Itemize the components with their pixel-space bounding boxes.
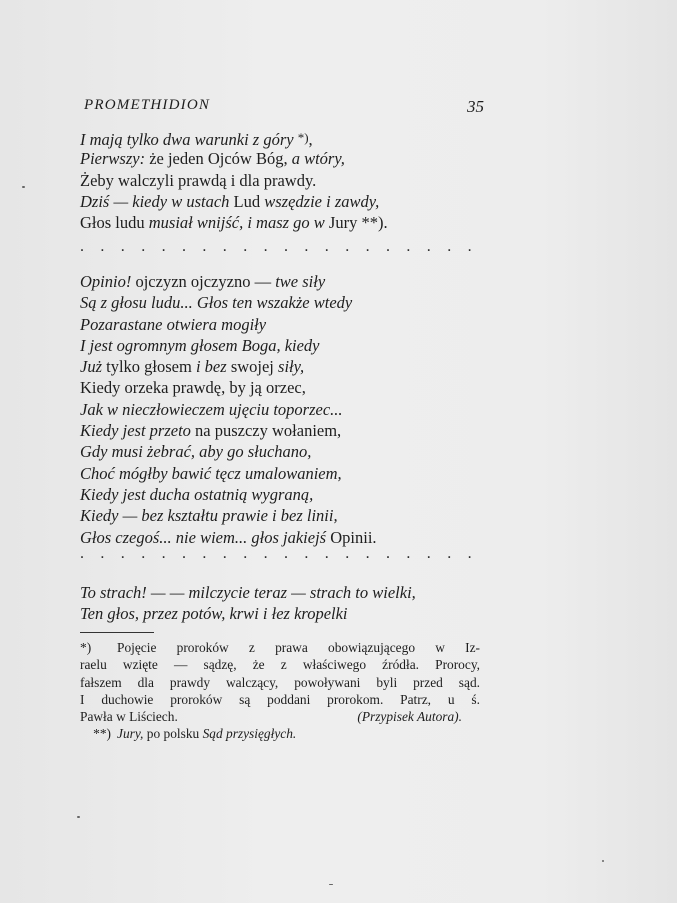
verse-line [80,148,490,169]
verse-text: wszędzie i zawdy, [264,191,380,211]
verse-text: Dziś — kiedy w ustach [80,191,234,211]
footnote-line [80,656,480,673]
footnote-text: Jury, [117,726,144,742]
verse-line [80,127,490,148]
verse-text: i bez [195,357,231,377]
verse-line [80,314,490,335]
ellipsis-row: . . . . . . . . . . . . . . . . . . . . [80,545,478,562]
footnote-text: Pojęcie proroków z prawa obowiązującego w Iz- [117,640,480,655]
verse-text: Są z głosu ludu... Głos ten wszakże wtedy [80,293,353,313]
footnote-marker: *) [80,640,92,655]
verse-text: Opinio! [80,272,136,291]
running-title: PROMETHIDION [84,97,211,113]
verse-text: Jury **). [328,213,388,233]
verse-line [80,377,490,398]
paper-speck [329,884,333,885]
stanza-1 [80,127,490,233]
verse-text: To strach! — — milczycie teraz — strach to wielki, [80,583,416,602]
verse-text: Kiedy — bez kształtu prawie i bez linii, [80,506,338,526]
stanza-3 [80,582,490,625]
verse-text: Już [80,357,107,377]
paper-speck [602,860,604,862]
verse-text: Żeby walczyli prawdą i dla prawdy. [80,170,317,190]
verse-line [80,463,490,484]
footnote-line [80,708,480,725]
footnote-text: fałszem dla prawdy walczący, powoływani byli przed sąd. [80,674,480,690]
verse-text: Pierwszy: [80,149,150,169]
verse-text: , [308,130,313,149]
verse-line [80,484,490,505]
verse-text: Lud [233,191,265,211]
page-number: 35 [467,97,484,116]
verse-text: tylko głosem [106,357,196,377]
verse-text: ojczyzn ojczyzno — [135,272,276,291]
footnote-rule [80,632,154,633]
verse-text: I jest ogromnym głosem Boga, kiedy [80,335,320,355]
verse-text: Kiedy jest ducha ostatnią wygraną, [80,484,314,504]
verse-text: Gdy musi żebrać, aby go słuchano, [80,442,312,462]
footnote-marker: **) [93,726,111,742]
verse-text: twe siły [275,272,326,291]
footnote-text: raelu wzięte — sądzę, że z właściwego źródła. Prorocy, [80,657,480,673]
verse-text: a wtóry, [291,149,345,169]
verse-text: I mają tylko dwa warunki z góry [80,130,298,149]
verse-text: Kiedy orzeka prawdę, by ją orzec, [80,378,306,398]
paper-speck [77,816,80,818]
verse-text: że jeden Ojców Bóg, [149,149,292,169]
footnote-line [80,725,480,742]
footnote-text: Sąd przysięgłych. [202,726,297,742]
verse-line [80,399,490,420]
verse-text: Opinii. [330,527,377,547]
footnotes [80,639,480,743]
footnote-text: Pawła w Liściech. [80,709,178,725]
footnote-line [80,691,480,708]
ellipsis-row: . . . . . . . . . . . . . . . . . . . . [80,238,478,255]
verse-text: Ten głos, przez potów, krwi i łez kropelki [80,604,348,624]
footnote-line [80,639,480,656]
footnote-attribution: (Przypisek Autora). [357,709,462,725]
footnote-text: I duchowie proroków są poddani prorokom. Patrz, u ś. [80,691,480,707]
verse-text: Głos ludu [80,213,149,233]
page-header [84,97,484,117]
paper-speck [22,186,25,188]
verse-text: musiał wnijść, i masz go w [148,213,329,233]
verse-line [80,335,490,356]
footnote-text: po polsku [143,726,203,742]
verse-line [80,191,490,212]
footnote-ref: *) [297,130,309,145]
verse-line [80,420,490,441]
verse-text: siły, [278,357,305,377]
verse-text: Pozarastane otwiera mogiły [80,314,267,334]
verse-text: Kiedy jest przeto [80,421,196,441]
verse-line [80,505,490,526]
verse-line [80,170,490,191]
verse-text: Choć mógłby bawić tęcz umalowaniem, [80,463,342,483]
verse-text: Jak w nieczłowieczem ujęciu toporzec... [80,399,343,419]
verse-line [80,271,490,292]
verse-text: na puszczy wołaniem, [195,421,342,441]
verse-line [80,292,490,313]
stanza-2 [80,271,490,548]
verse-line [80,582,490,603]
footnote-line [80,674,480,691]
verse-line [80,356,490,377]
verse-line [80,603,490,624]
verse-line [80,441,490,462]
verse-text: Głos czegoś... nie wiem... głos jakiejś [80,527,331,547]
verse-line [80,212,490,233]
verse-text: swojej [230,357,279,377]
